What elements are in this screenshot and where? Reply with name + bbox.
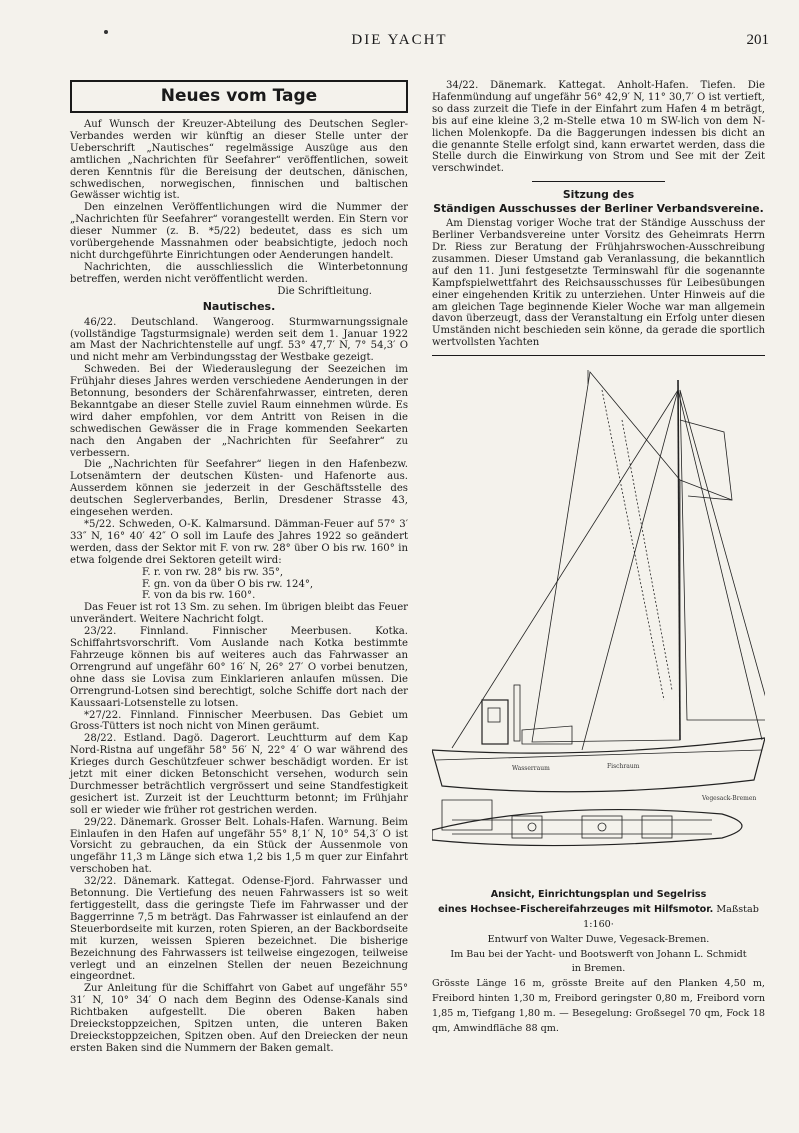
plan-interior <box>452 816 712 838</box>
main-sail <box>532 372 680 742</box>
sector-line: F. von da bis rw. 160°. <box>142 590 256 602</box>
intro-paragraph: Auf Wunsch der Kreuzer-Abteilung des Deutschen Segler-Verbandes werden wir künftig an dieser Stelle unter der Ueberschrift „Nautisches“ regelmässige Auszüge aus den amtlichen „Nachrichten für Seefahrer“ veröffentlichen, soweit deren Kenntnis für die Bereisung der deutschen, dänischen, schwedischen, norwegischen, finnischen und baltischen Gewässer wichtig ist. <box>70 119 408 202</box>
notice-item: 29/22. Dänemark. Grosser Belt. Lohals-Hafen. Warnung. Beim Einlaufen in den Hafen auf ungefähr 55° 8,1′ N, 10° 54,3′ O ist Vorsicht zu gebrauchen, da ein Stück der Aussenmole von ungefähr 11,3 m Länge sich etwa 1,2 bis 1,5 m quer zur Einfahrt verschoben hat. <box>70 816 408 876</box>
caption-line-4: Im Bau bei der Yacht- und Bootswerft von Johann L. Schmidt <box>450 948 747 960</box>
stay <box>678 390 762 740</box>
ship-drawing <box>432 355 765 884</box>
caption-line-2-bold: eines Hochsee-Fischereifahrzeuges mit Hilfsmotor. <box>438 903 714 915</box>
caption-specs: Grösste Länge 16 m, grösste Breite auf den Planken 4,50 m, Freibord hinten 1,30 m, Freibord geringster 0,80 m, Freibord vorn 1,85 m, Tiefgang 1,80 m. — Besegelung: Großsegel 70 qm, Fock 18 qm, Amwindfläche 88 qm. <box>432 978 765 1034</box>
notice-item: Die „Nachrichten für Seefahrer“ liegen in den Hafenbezw. Lotsenämtern der deutschen Küsten- und Hafenorte aus. Ausserdem können sie jederzeit in der Geschäftsstelle des deutschen Seglerverbandes, Berlin, Dresdener Strasse 43, eingesehen werden. <box>70 459 408 519</box>
notice-item: *27/22. Finnland. Finnischer Meerbusen. Das Gebiet um Gross-Tütters ist noch nicht von Minen geräumt. <box>70 709 408 733</box>
sector-line: F. gn. von da über O bis rw. 124°, <box>142 578 314 590</box>
meeting-heading <box>432 188 765 215</box>
caption-line-5: in Bremen. <box>571 963 626 975</box>
journal-title: DIE YACHT <box>351 32 448 48</box>
notice-item: 46/22. Deutschland. Wangeroog. Sturmwarnungssignale (vollständige Tagsturmsignale) werden seit dem 1. Januar 1922 am Mast der Nachrichtenstelle auf ungf. 53° 47,7′ N, 7° 54,3′ O und nicht mehr am Verbindungsstag der Westbake gezeigt. <box>70 316 408 364</box>
label-wasserraum: Wasserraum <box>512 765 550 773</box>
intro-paragraph: Den einzelnen Veröffentlichungen wird die Nummer der „Nachrichten für Seefahrer“ vorangestellt werden. Ein Stern vor dieser Nummer (z. B. *5/22) bedeutet, dass es sich um vorübergehende Massnahmen oder beabsichtigte, jedoch noch nicht durchgeführte Einrichtungen oder Aenderungen handelt. <box>70 202 408 262</box>
exhaust-stack <box>514 685 520 741</box>
divider <box>532 181 665 182</box>
hull-profile <box>432 738 765 792</box>
left-column <box>70 80 408 1055</box>
fore-sail <box>680 390 765 720</box>
notice-item: 28/22. Estland. Dagö. Dagerort. Leuchtturm auf dem Kap Nord-Ristna auf ungefähr 58° 56′ N, 22° 4′ O war während des Krieges durch Geschützfeuer schwer beschädigt worden. Er ist jetzt mit einer dicken Betonschicht versehen, wodurch sein Durchmesser beträchtlich vergrössert und seine Standfestigkeit gesichert ist. Zurzeit ist der Leuchtturm betonnt; im Frühjahr soll er wieder wie früher rot gestrichen werden. <box>70 733 408 816</box>
ship-drawing-svg <box>432 360 765 880</box>
wheelhouse-window <box>488 708 500 722</box>
notice-item: *5/22. Schweden, O-K. Kalmarsund. Dämman-Feuer auf 57° 3′ 33″ N, 16° 40′ 42″ O soll im Laufe des Jahres 1922 so geändert werden, dass der Sektor mit F. von rw. 28° über O bis rw. 160° in etwa folgende drei Sektoren geteilt wird: <box>70 519 408 566</box>
sector-line: F. r. von rw. 28° bis rw. 35°, <box>142 566 284 578</box>
notice-item: 23/22. Finnland. Finnischer Meerbusen. Kotka. Schiffahrtsvorschrift. Vom Auslande nach Kotka bestimmte Fahrzeuge können bis auf weiteres auch das Fahrwasser an Orrengrund auf ungefähr 60° 16′ N, 26° 27′ O vorbei benutzen, ohne dass sie Lovisa zum Einklarieren anlaufen müssen. Die Orrengrund-Lotsen sind berechtigt, solche Schiffe dort nach der Kaussaari-Lotsenstelle zu lotsen. <box>70 626 408 709</box>
page-header <box>0 32 799 54</box>
notice-item: Das Feuer ist rot 13 Sm. zu sehen. Im übrigen bleibt das Feuer unverändert. Weitere Nachricht folgt. <box>70 602 408 626</box>
section-title: Neues vom Tage <box>160 86 318 106</box>
notice-item: Schweden. Bei der Wiederauslegung der Seezeichen im Frühjahr dieses Jahres werden verschiedene Aenderungen in der Betonnung, besonders der Schärenfahrwasser, eintreten, deren Bekanntgabe an dieser Stelle zuviel Raum einnehmen würde. Es wird daher empfohlen, vor dem Antritt von Reisen in die schwedischen Gewässer die in Frage kommenden Seekarten nach den Angaben der „Nachrichten für Seefahrer“ zu verbessern. <box>70 364 408 459</box>
caption-line-3: Entwurf von Walter Duwe, Vegesack-Bremen. <box>487 933 710 945</box>
notice-item: 32/22. Dänemark. Kattegat. Odense-Fjord. Fahrwasser und Betonnung. Die Vertiefung des neuen Fahrwassers ist so weit fertiggestellt, dass die geringste Tiefe im Fahrwasser und der Baggerrinne 7,5 m beträgt. Das Fahrwasser ist einlaufend an der Steuerbordseite mit kurzen, roten Spieren, an der Backbordseite mit kurzen, weissen Spieren bezeichnet. Die bisherige Bezeichnung des Fahrwassers ist teilweise eingezogen, teilweise verlegt und an einzelnen Stellen der neuen Bezeichnung eingeordnet. <box>70 876 408 983</box>
intro-paragraph: Nachrichten, die ausschliesslich die Winterbetonnung betreffen, werden nicht veröffentlicht werden. <box>70 261 408 285</box>
page-number: 201 <box>746 32 769 48</box>
right-column <box>432 80 765 1037</box>
deck-plan <box>432 810 742 846</box>
stay <box>452 390 678 748</box>
meeting-heading-line2: Ständigen Ausschusses der Berliner Verbandsvereine. <box>433 201 764 215</box>
meeting-heading-line1: Sitzung des <box>562 188 635 202</box>
label-fischraum: Fischraum <box>607 763 640 771</box>
sail-seam <box>622 420 672 690</box>
designer-signature: Vegesack-Bremen <box>702 795 757 803</box>
section-title-box <box>70 80 408 113</box>
signature: Die Schriftleitung. <box>277 285 372 297</box>
notice-item: 34/22. Dänemark. Kattegat. Anholt-Hafen. Tiefen. Die Hafenmündung auf ungefähr 56° 42,9′ N, 11° 30,7′ O ist vertieft, so dass zurzeit die Tiefe in der Einfahrt zum Hafen 4 m beträgt, bis auf eine kleine 3,2 m-Stelle etwa 10 m SW-lich von dem N-lichen Molenkopfe. Da die Baggerungen indessen bis dicht an die genannte Stelle erfolgt sind, kann erwartet werden, dass die Stelle durch die Einwirkung von Strom und See mit der Zeit verschwindet. <box>432 80 765 175</box>
figure-caption <box>432 888 765 1037</box>
sail-seam <box>602 390 664 700</box>
caption-line-1: Ansicht, Einrichtungsplan und Segelriss <box>490 889 707 901</box>
notice-item: Zur Anleitung für die Schiffahrt von Gabet auf ungefähr 55° 31′ N, 10° 34′ O nach dem Beginn des Odense-Kanals sind Richtbaken aufgestellt. Die oberen Baken haben Dreieckstoppzeichen, Spitzen unten, die unteren Baken Dreieckstoppzeichen, Spitzen oben. Auf den Dreiecken der neun ersten Baken sind die Nummern der Baken gemalt. <box>70 983 408 1054</box>
subheading-nautisches: Nautisches. <box>202 299 276 313</box>
meeting-paragraph: Am Dienstag voriger Woche trat der Ständige Ausschuss der Berliner Verbandsvereine unter Vorsitz des Geheimrats Herrn Dr. Riess zur Beratung der Frühjahrswochen-Ausschreibung zusammen. Dieser Umstand gab Veranlassung, die bekanntlich auf den 11. Juni festgesetzte Terminswahl für die sogenannte Kampfspielwettfahrt des Reichsausschusses für Leibesübungen einer eingehenden Kritik zu unterziehen. Unter Hinweis auf die am gleichen Tage beginnende Kieler Woche war man allgemein davon überzeugt, dass der Veranstaltung ein Erfolg unter diesen Umständen nicht beschieden sein könne, da gerade die sportlich wertvollsten Yachten <box>432 218 765 349</box>
caption-line-2-scale: Maßstab 1:160· <box>583 903 759 930</box>
